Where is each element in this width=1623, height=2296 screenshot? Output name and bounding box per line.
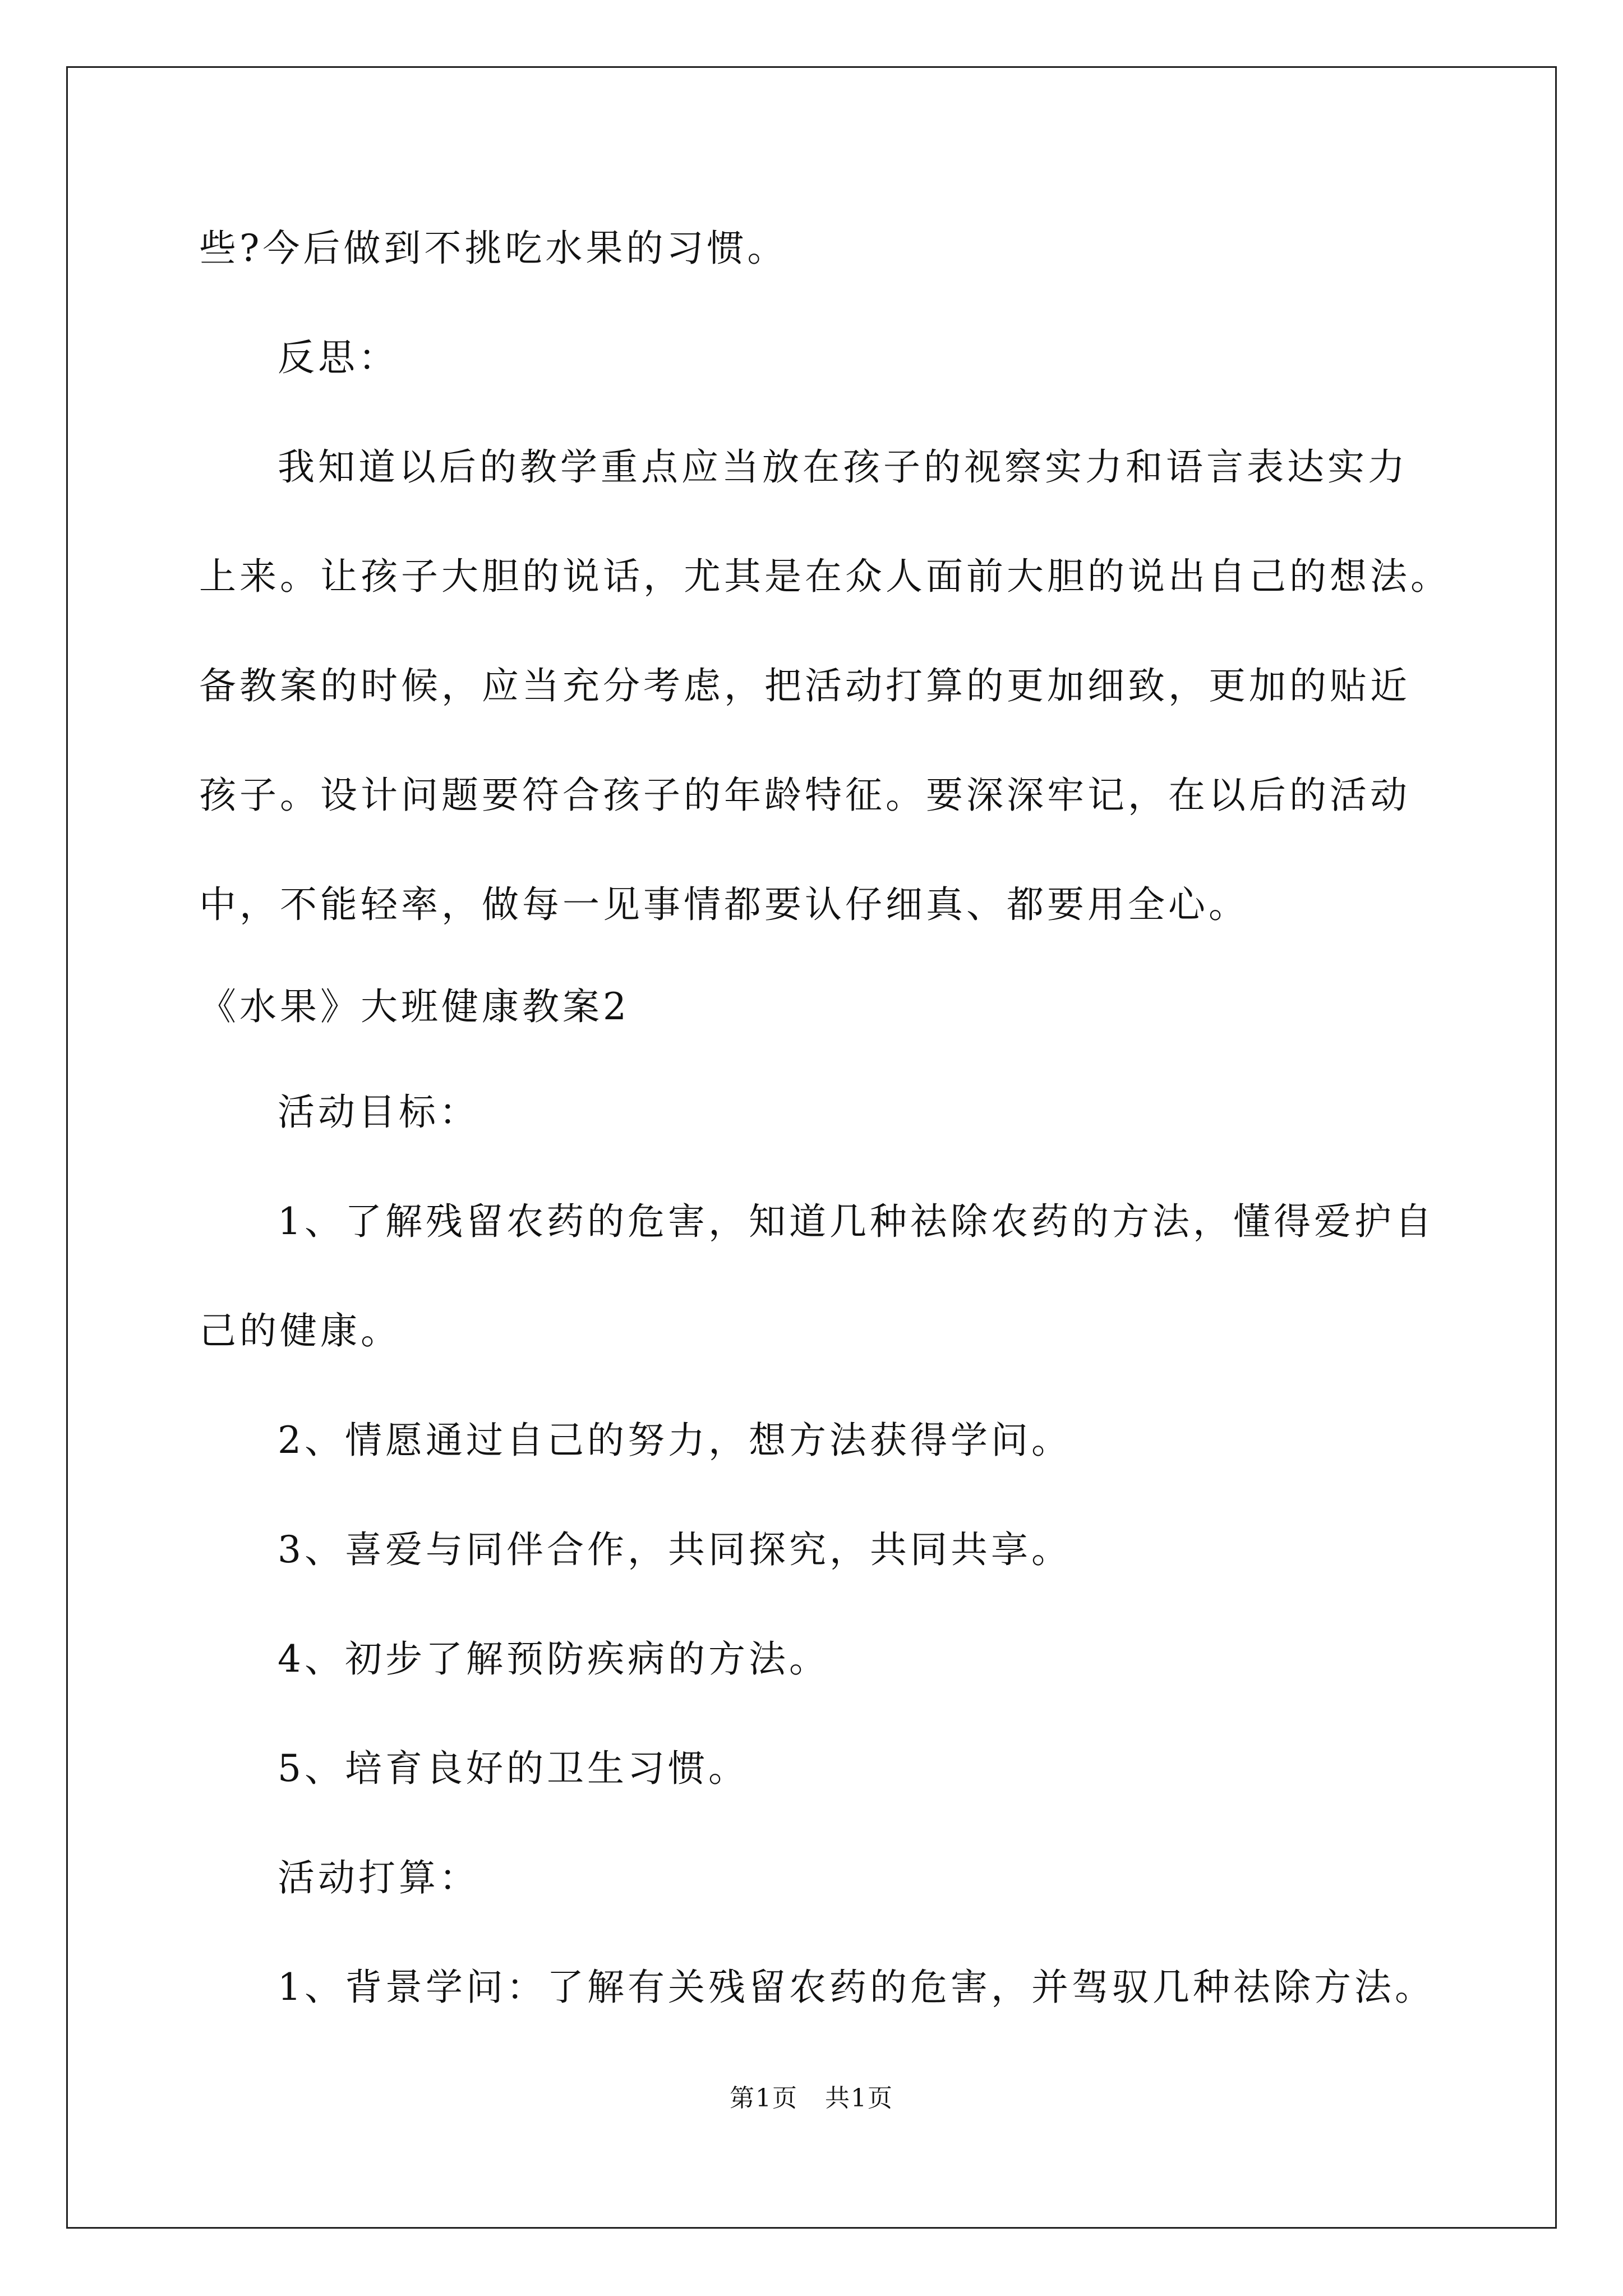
- paragraph-line: 我知道以后的教学重点应当放在孩子的视察实力和语言表达实力: [278, 445, 1408, 489]
- paragraph-line: 上来。让孩子大胆的说话，尤其是在众人面前大胆的说出自己的想法。: [199, 555, 1451, 598]
- paragraph-line: 孩子。设计问题要符合孩子的年龄特征。要深深牢记，在以后的活动: [199, 774, 1410, 817]
- page-number: 第1页: [730, 2084, 798, 2113]
- paragraph-line: 些?今后做到不挑吃水果的习惯。: [199, 227, 788, 270]
- section-heading-preparation: 活动打算：: [278, 1856, 479, 1899]
- paragraph-line: 备教案的时候，应当充分考虑，把活动打算的更加细致，更加的贴近: [199, 664, 1410, 707]
- page-footer: [0, 2082, 1623, 2115]
- section-heading-reflection: 反思：: [278, 336, 399, 379]
- paragraph-line: 己的健康。: [199, 1309, 401, 1352]
- list-item: 1、背景学问：了解有关残留农药的危害，并驾驭几种祛除方法。: [278, 1966, 1435, 2009]
- list-item: 3、喜爱与同伴合作，共同探究，共同共享。: [278, 1528, 1072, 1571]
- section-heading-goals: 活动目标：: [278, 1091, 479, 1134]
- list-item: 5、培育良好的卫生习惯。: [278, 1747, 749, 1790]
- paragraph-line: 中，不能轻率，做每一见事情都要认仔细真、都要用全心。: [199, 883, 1249, 926]
- page-total: 共1页: [825, 2084, 893, 2113]
- list-item: 2、情愿通过自己的努力，想方法获得学问。: [278, 1419, 1072, 1462]
- document-title: 《水果》大班健康教案2: [199, 985, 630, 1028]
- document-body: [199, 0, 1451, 2296]
- list-item: 1、了解残留农药的危害，知道几种祛除农药的方法，懂得爱护自: [278, 1200, 1435, 1243]
- list-item: 4、初步了解预防疾病的方法。: [278, 1637, 829, 1681]
